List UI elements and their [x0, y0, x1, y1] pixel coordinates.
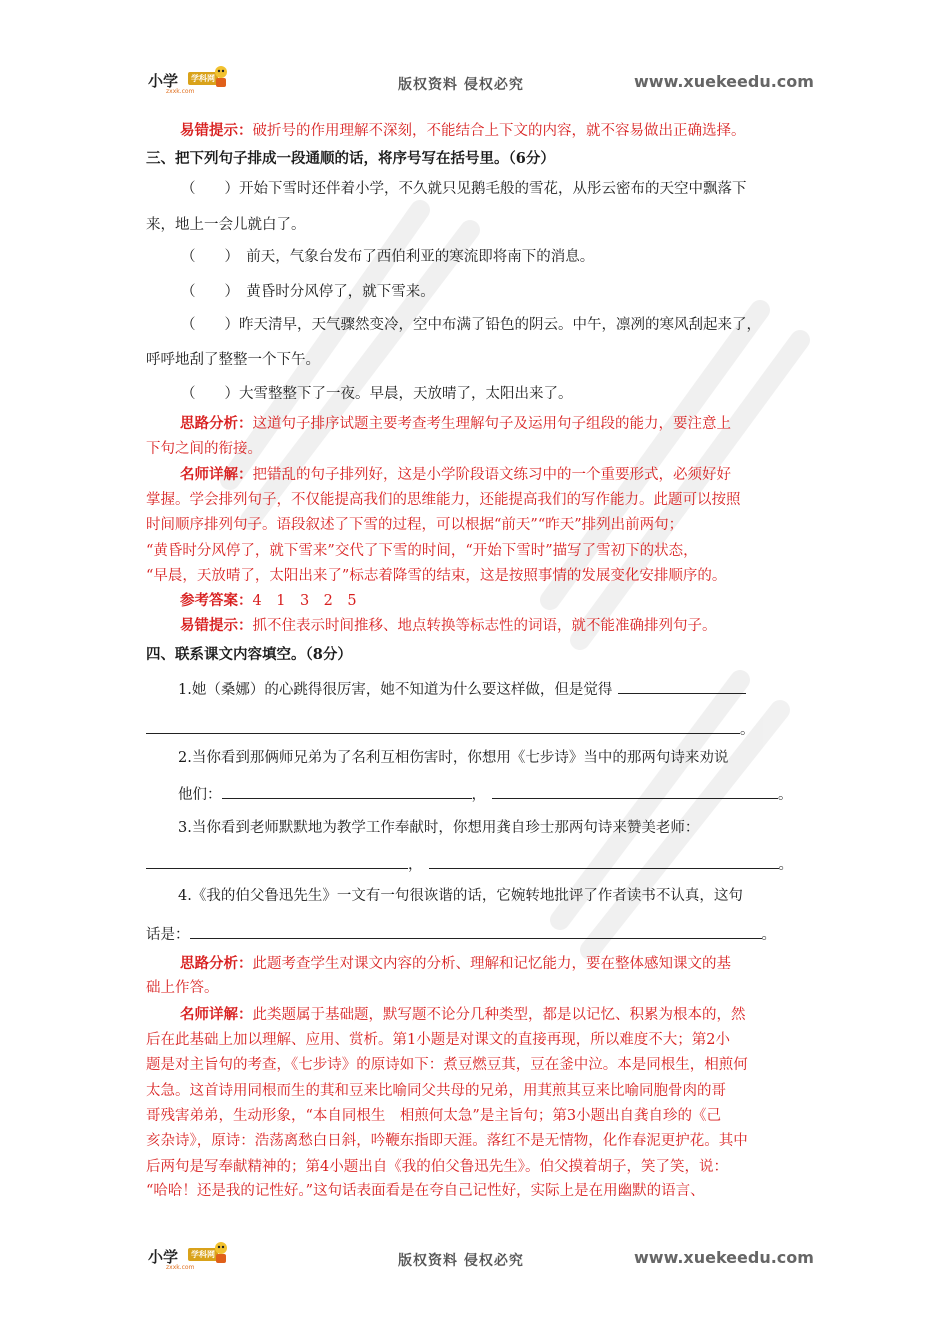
logo-badge: 学科网 [188, 72, 218, 85]
punct: ， [408, 857, 423, 873]
punct: 。 [778, 787, 793, 803]
text-line: （ ） 黄昏时分风停了，就下雪来。 [181, 284, 435, 300]
question-text: 1.她（桑娜）的心跳得很厉害，她不知道为什么要这样做，但是觉得 [178, 682, 613, 698]
text-line: 哥残害弟弟，生动形象，“本自同根生 相煎何太急”是主旨句；第3小题出自龚自珍的《己 [146, 1108, 722, 1124]
text-line: （ ） 前天，气象台发布了西伯利亚的寒流即将南下的消息。 [181, 249, 595, 265]
copyright-notice: 版权资料 侵权必究 [398, 1253, 524, 1269]
text-line [178, 679, 746, 700]
text-line [180, 121, 746, 141]
explanation-text: 把错乱的句子排列好，这是小学阶段语文练习中的一个重要形式，必须好好 [252, 467, 731, 483]
site-logo [148, 62, 238, 98]
text-line: （ ）昨天清早，天气骤然变冷，空中布满了铅色的阴云。中午，凛冽的寒风刮起来了， [181, 317, 761, 333]
punct: 。 [778, 857, 793, 873]
analysis-text: 此题考查学生对课文内容的分析、理解和记忆能力，要在整体感知课文的基 [252, 956, 731, 972]
text-line: “哈哈！还是我的记性好。”这句话表面看是在夸自己记性好，实际上是在用幽默的语言、 [146, 1183, 705, 1199]
answer-blank[interactable] [492, 784, 778, 799]
text-line: 础上作答。 [146, 980, 219, 996]
hint-label: 易错提示： [180, 617, 253, 634]
text-line: 2.当你看到那俩师兄弟为了名利互相伤害时，你想用《七步诗》当中的那两句诗来劝说 [178, 750, 729, 766]
text-line [180, 591, 357, 611]
answer-blank[interactable] [429, 854, 779, 869]
answer-text: 4 1 3 2 5 [252, 593, 357, 609]
hint-text: 破折号的作用理解不深刻，不能结合上下文的内容，就不容易做出正确选择。 [252, 123, 746, 139]
punct: 。 [761, 927, 776, 943]
text-line: 后两句是写奉献精神的；第4小题出自《我的伯父鲁迅先生》。伯父摸着胡子，笑了笑，说： [146, 1159, 728, 1175]
text-line: 来，地上一会儿就白了。 [146, 217, 306, 233]
answer-blank[interactable] [618, 679, 746, 694]
section-heading: 四、联系课文内容填空。（8分） [146, 646, 352, 663]
logo-text: 小学 [148, 1248, 179, 1266]
answer-blank[interactable] [146, 719, 740, 734]
copyright-notice: 版权资料 侵权必究 [398, 77, 524, 93]
text-line [146, 854, 793, 875]
answer-label: 参考答案： [180, 592, 253, 609]
analysis-label: 思路分析： [180, 415, 253, 432]
text-line [146, 924, 776, 945]
punct: ， [471, 787, 486, 803]
logo-sub: zxxk.com [166, 88, 195, 95]
mascot-icon [212, 64, 230, 90]
logo-sub: zxxk.com [166, 1264, 195, 1271]
logo-badge: 学科网 [188, 1248, 218, 1261]
text-line: 掌握。学会排列句子，不仅能提高我们的思维能力，还能提高我们的写作能力。此题可以按照 [146, 492, 741, 508]
mascot-icon [212, 1240, 230, 1266]
text-line: “黄昏时分风停了，就下雪来”交代了下雪的时间，“开始下雪时”描写了雪初下的状态， [146, 543, 698, 559]
text-line: 3.当你看到老师默默地为教学工作奉献时，你想用龚自珍士那两句诗来赞美老师： [178, 820, 700, 836]
site-url: www.xuekeedu.com [634, 1248, 814, 1267]
text-line: 下句之间的衔接。 [146, 441, 262, 457]
explanation-label: 名师详解： [180, 1006, 253, 1023]
analysis-label: 思路分析： [180, 955, 253, 972]
text-line: 呼呼地刮了整整一个下午。 [146, 352, 320, 368]
analysis-text: 这道句子排序试题主要考查考生理解句子及运用句子组段的能力，要注意上 [252, 416, 731, 432]
text-line [180, 1005, 746, 1025]
hint-text: 抓不住表示时间推移、地点转换等标志性的词语，就不能准确排列句子。 [252, 618, 717, 634]
punct: 。 [740, 722, 755, 738]
question-text: 他们： [178, 787, 222, 803]
text-line: 时间顺序排列句子。语段叙述了下雪的过程，可以根据“前天”“昨天”排列出前两句； [146, 517, 684, 533]
hint-label: 易错提示： [180, 122, 253, 139]
text-line [180, 954, 731, 974]
text-line: 太急。这首诗用同根而生的萁和豆来比喻同父共母的兄弟，用萁煎其豆来比喻同胞骨肉的哥 [146, 1083, 726, 1099]
text-line: （ ）大雪整整下了一夜。早晨，天放晴了，太阳出来了。 [181, 386, 573, 402]
answer-blank[interactable] [146, 854, 408, 869]
answer-blank[interactable] [222, 784, 472, 799]
text-line [180, 616, 717, 636]
text-line [146, 719, 755, 740]
explanation-text: 此类题属于基础题，默写题不论分几种类型，都是以记忆、积累为根本的，然 [252, 1007, 746, 1023]
page-footer [0, 1238, 950, 1278]
text-line: 亥杂诗》，原诗：浩荡离愁白日斜，吟鞭东指即天涯。落红不是无情物，化作春泥更护花。其中 [146, 1133, 748, 1149]
site-logo [148, 1238, 238, 1274]
text-line: 后在此基础上加以理解、应用、赏析。第1小题是对课文的直接再现，所以难度不大；第2小 [146, 1032, 730, 1048]
site-url: www.xuekeedu.com [634, 72, 814, 91]
text-line: 题是对主旨句的考查，《七步诗》的原诗如下：煮豆燃豆萁，豆在釜中泣。本是同根生，相煎何 [146, 1057, 748, 1073]
text-line: 4.《我的伯父鲁迅先生》一文有一句很诙谐的话，它婉转地批评了作者读书不认真，这句 [178, 888, 743, 904]
page-header [0, 62, 950, 102]
text-line: “早晨，天放晴了，太阳出来了”标志着降雪的结束，这是按照事情的发展变化安排顺序的。 [146, 568, 727, 584]
text-line: （ ）开始下雪时还伴着小学，不久就只见鹅毛般的雪花，从彤云密布的天空中飘落下 [181, 181, 747, 197]
answer-blank[interactable] [190, 924, 762, 939]
explanation-label: 名师详解： [180, 466, 253, 483]
logo-text: 小学 [148, 72, 179, 90]
text-line [178, 784, 793, 805]
text-line [180, 465, 731, 485]
section-heading: 三、把下列句子排成一段通顺的话，将序号写在括号里。（6分） [146, 150, 555, 167]
text-line [180, 414, 731, 434]
question-text: 话是： [146, 927, 190, 943]
